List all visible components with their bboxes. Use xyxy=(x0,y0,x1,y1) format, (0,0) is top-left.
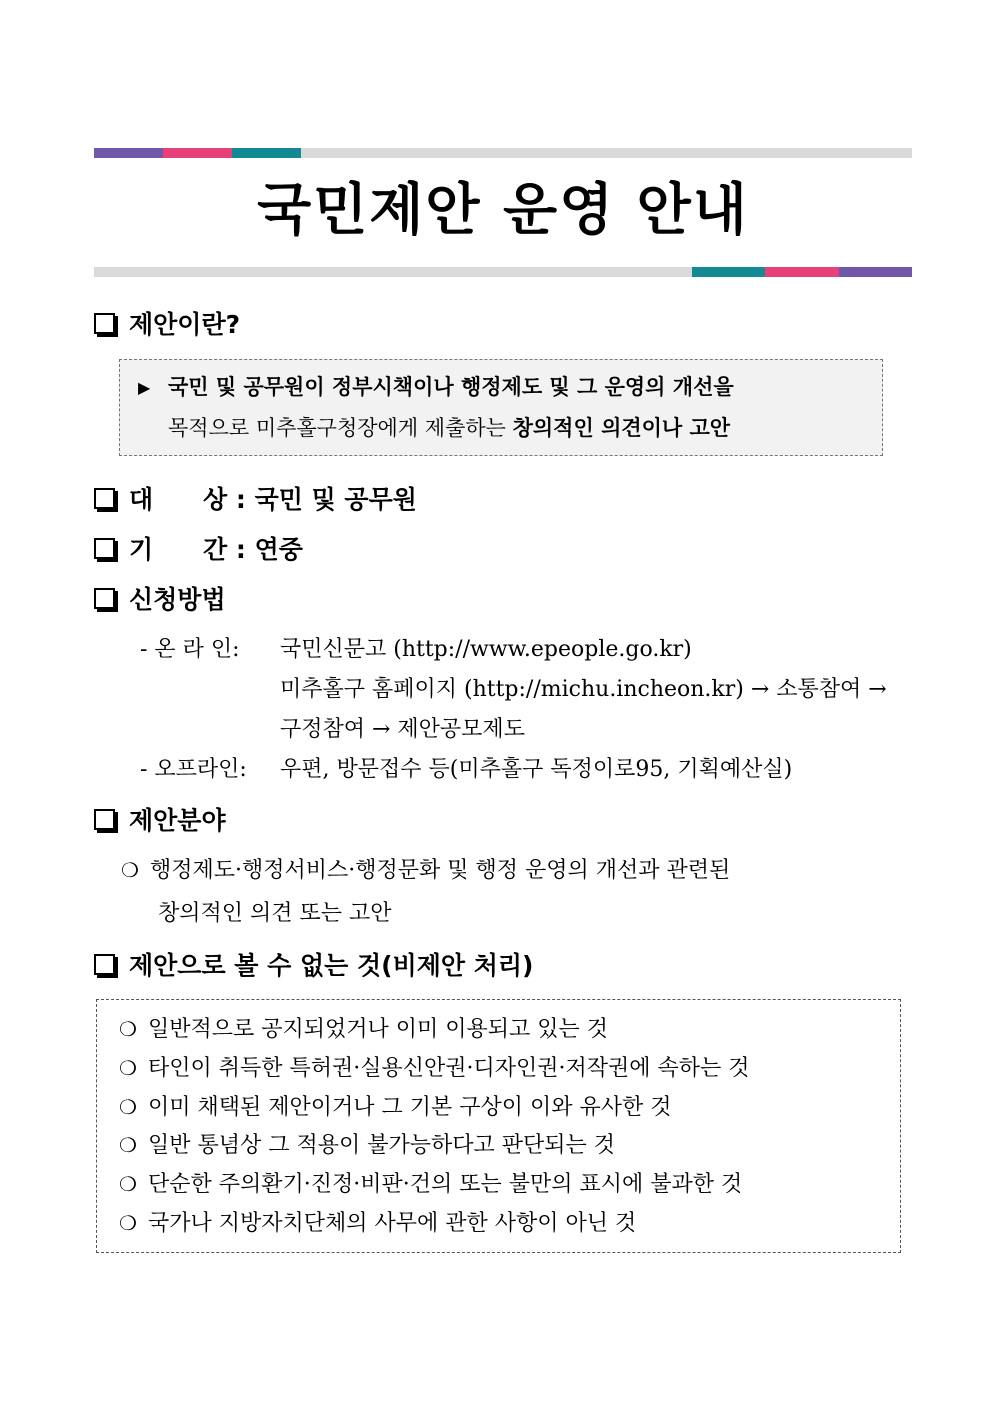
field-line-1 xyxy=(121,855,730,886)
excluded-item xyxy=(119,1208,636,1239)
circle-bullet-icon: ❍ xyxy=(119,1056,137,1080)
online-line-3: 구정참여 → 제안공모제도 xyxy=(280,717,525,742)
definition-line-2-text: 목적으로 미추홀구청장에게 제출하는 xyxy=(168,416,513,440)
excluded-item-text: 국가나 지방자치단체의 사무에 관한 사항이 아닌 것 xyxy=(148,1211,637,1236)
target-label-b: 상 xyxy=(203,485,228,514)
target-value: : 국민 및 공무원 xyxy=(235,485,417,514)
period-label-a: 기 xyxy=(129,535,154,564)
online-label: - 온 라 인: xyxy=(140,637,240,662)
definition-emphasis: 창의적인 의견이나 고안 xyxy=(512,416,731,440)
excluded-item-text: 타인이 취득한 특허권·실용신안권·디자인권·저작권에 속하는 것 xyxy=(148,1056,750,1081)
bar-segment-purple xyxy=(839,267,912,277)
excluded-item xyxy=(119,1169,742,1200)
triangle-bullet-icon: ▶ xyxy=(138,378,151,397)
top-color-bar xyxy=(94,148,912,158)
page-title: 국민제안 운영 안내 xyxy=(257,178,749,243)
circle-bullet-icon: ❍ xyxy=(119,1172,137,1196)
offline-line: 우편, 방문접수 등(미추홀구 독정이로95, 기획예산실) xyxy=(280,757,793,782)
section-target xyxy=(94,483,417,517)
excluded-item xyxy=(119,1014,608,1045)
circle-bullet-icon: ❍ xyxy=(119,1095,137,1119)
bar-segment-pink xyxy=(765,267,839,277)
heading-text: 제안이란? xyxy=(129,310,241,339)
online-line-2: 미추홀구 홈페이지 (http://michu.incheon.kr) → 소통참여 → xyxy=(280,677,887,702)
target-label-a: 대 xyxy=(129,485,154,514)
offline-label: - 오프라인: xyxy=(140,757,247,782)
checkbox-icon xyxy=(94,588,115,609)
excluded-item xyxy=(119,1053,750,1084)
excluded-item-text: 일반적으로 공지되었거나 이미 이용되고 있는 것 xyxy=(148,1017,609,1042)
excluded-item-text: 단순한 주의환기·진정·비판·건의 또는 불만의 표시에 불과한 것 xyxy=(148,1172,743,1197)
checkbox-icon xyxy=(94,538,115,559)
circle-bullet-icon: ❍ xyxy=(119,1017,137,1041)
bar-segment-teal xyxy=(232,148,301,158)
checkbox-icon xyxy=(94,488,115,509)
heading-text: 제안으로 볼 수 없는 것(비제안 처리) xyxy=(129,951,534,980)
excluded-item xyxy=(119,1130,615,1161)
heading-text: 제안분야 xyxy=(129,806,226,835)
excluded-item-text: 이미 채택된 제안이거나 그 기본 구상이 이와 유사한 것 xyxy=(148,1095,672,1120)
excluded-item-text: 일반 통념상 그 적용이 불가능하다고 판단되는 것 xyxy=(148,1133,616,1158)
field-line-2: 창의적인 의견 또는 고안 xyxy=(158,901,392,926)
circle-bullet-icon: ❍ xyxy=(119,1211,137,1235)
section-heading-definition xyxy=(94,308,240,342)
period-value: : 연중 xyxy=(235,535,303,564)
bar-segment-teal xyxy=(692,267,765,277)
circle-bullet-icon: ❍ xyxy=(121,858,139,882)
definition-line-2 xyxy=(168,413,730,443)
heading-text: 신청방법 xyxy=(129,585,226,614)
online-line-1: 국민신문고 (http://www.epeople.go.kr) xyxy=(280,637,692,662)
bar-segment-purple xyxy=(94,148,163,158)
bottom-color-bar xyxy=(94,267,912,277)
section-heading-field xyxy=(94,804,226,838)
bar-segment-pink xyxy=(163,148,232,158)
circle-bullet-icon: ❍ xyxy=(119,1133,137,1157)
section-heading-method xyxy=(94,583,226,617)
checkbox-icon xyxy=(94,954,115,975)
checkbox-icon xyxy=(94,809,115,830)
field-line-1-text: 행정제도·행정서비스·행정문화 및 행정 운영의 개선과 관련된 xyxy=(150,858,731,883)
checkbox-icon xyxy=(94,313,115,334)
section-heading-excluded xyxy=(94,949,533,983)
definition-line-1: 국민 및 공무원이 정부시책이나 행정제도 및 그 운영의 개선을 xyxy=(168,375,734,399)
section-period xyxy=(94,533,303,567)
period-label-b: 간 xyxy=(203,535,228,564)
excluded-item xyxy=(119,1092,672,1123)
